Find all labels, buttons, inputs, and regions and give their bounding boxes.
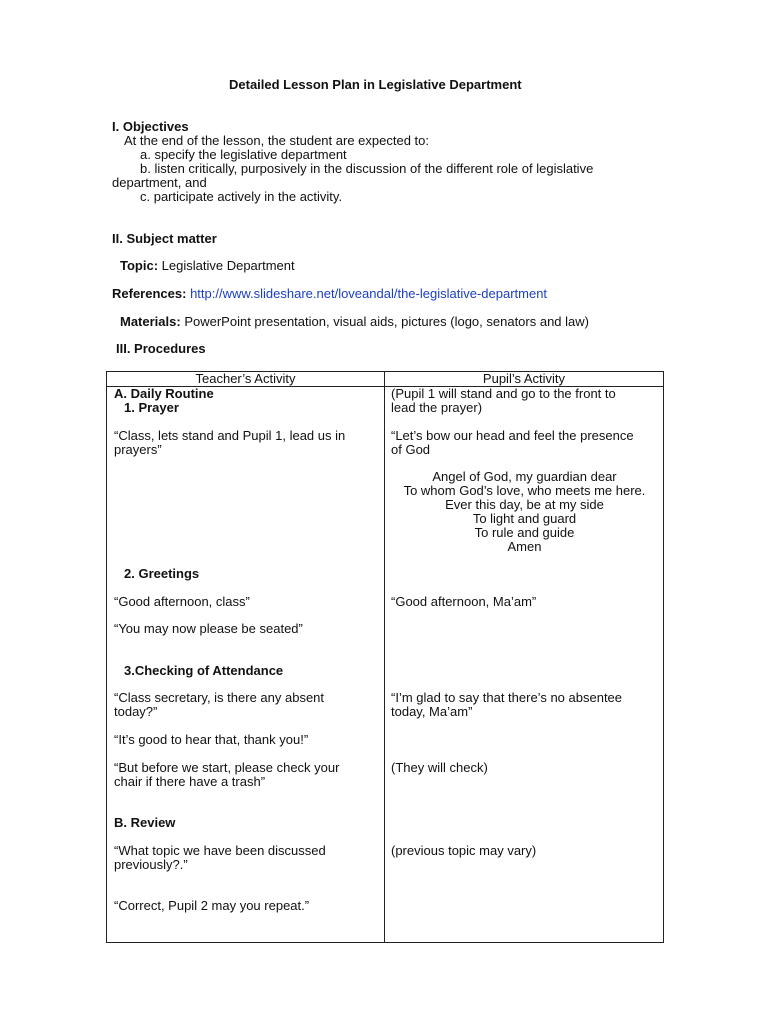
pupil-activity-cell — [385, 387, 664, 943]
references-label: References: — [112, 286, 187, 301]
prayer-poem-line: Ever this day, be at my side — [445, 497, 604, 512]
pupil-absent-line2: today, Ma’am” — [391, 704, 473, 719]
prayer-poem-line: To whom God’s love, who meets me here. — [403, 483, 646, 498]
teacher-activity-cell — [107, 387, 385, 943]
materials-line — [120, 315, 589, 329]
objective-b-continued: department, and — [112, 175, 207, 190]
procedures-heading: III. Procedures — [116, 341, 206, 356]
subject-matter-heading: II. Subject matter — [112, 231, 217, 246]
topic-value: Legislative Department — [161, 258, 295, 273]
teacher-seated: “You may now please be seated” — [114, 621, 303, 636]
objective-b: b. listen critically, purposively in the discussion of the different role of legislative — [140, 161, 594, 176]
prayer-poem-line: To light and guard — [472, 511, 577, 526]
teacher-absent-line1: “Class secretary, is there any absent — [114, 690, 325, 705]
objective-c: c. participate actively in the activity. — [140, 189, 343, 204]
pupil-prayer-line2: lead the prayer) — [391, 400, 483, 415]
objectives-intro: At the end of the lesson, the student are expected to: — [124, 133, 429, 148]
page-title: Detailed Lesson Plan in Legislative Department — [229, 77, 522, 92]
teacher-absent-line2: today?” — [114, 704, 158, 719]
materials-value: PowerPoint presentation, visual aids, pictures (logo, senators and law) — [184, 314, 589, 329]
prayer-heading: 1. Prayer — [124, 400, 179, 415]
references-line — [112, 287, 547, 301]
teacher-activity-header: Teacher’s Activity — [107, 372, 385, 387]
materials-label: Materials: — [120, 314, 181, 329]
topic-label: Topic: — [120, 258, 159, 273]
teacher-prayer-line1: “Class, lets stand and Pupil 1, lead us in — [114, 428, 346, 443]
daily-routine-heading: A. Daily Routine — [114, 386, 214, 401]
review-heading: B. Review — [114, 815, 176, 830]
teacher-correct: “Correct, Pupil 2 may you repeat.” — [114, 898, 310, 913]
pupil-bow-line1: “Let’s bow our head and feel the presence — [391, 428, 634, 443]
pupil-will-check: (They will check) — [391, 760, 488, 775]
topic-line — [120, 259, 295, 273]
teacher-trash-line1: “But before we start, please check your — [114, 760, 340, 775]
teacher-greeting: “Good afternoon, class” — [114, 594, 250, 609]
pupil-activity-header: Pupil’s Activity — [385, 372, 664, 387]
procedures-table — [106, 371, 664, 943]
greetings-heading: 2. Greetings — [124, 566, 200, 581]
teacher-prayer-line2: prayers” — [114, 442, 162, 457]
pupil-prayer-line1: (Pupil 1 will stand and go to the front to — [391, 386, 616, 401]
prayer-poem-line: Amen — [507, 539, 542, 554]
attendance-heading: 3.Checking of Attendance — [124, 663, 284, 678]
teacher-review-line1: “What topic we have been discussed — [114, 843, 326, 858]
teacher-good-to-hear: “It’s good to hear that, thank you!” — [114, 732, 309, 747]
teacher-review-line2: previously?.” — [114, 857, 188, 872]
prayer-poem-line: Angel of God, my guardian dear — [432, 469, 617, 484]
objectives-heading: I. Objectives — [112, 119, 189, 134]
references-link[interactable]: http://www.slideshare.net/loveandal/the-legislative-department — [190, 286, 548, 301]
pupil-bow-line2: of God — [391, 442, 431, 457]
teacher-trash-line2: chair if there have a trash” — [114, 774, 266, 789]
prayer-poem-line: To rule and guide — [474, 525, 575, 540]
pupil-absent-line1: “I’m glad to say that there’s no absentee — [391, 690, 623, 705]
objective-a: a. specify the legislative department — [140, 147, 347, 162]
pupil-previous-topic: (previous topic may vary) — [391, 843, 537, 858]
pupil-greeting-reply: “Good afternoon, Ma’am” — [391, 594, 537, 609]
